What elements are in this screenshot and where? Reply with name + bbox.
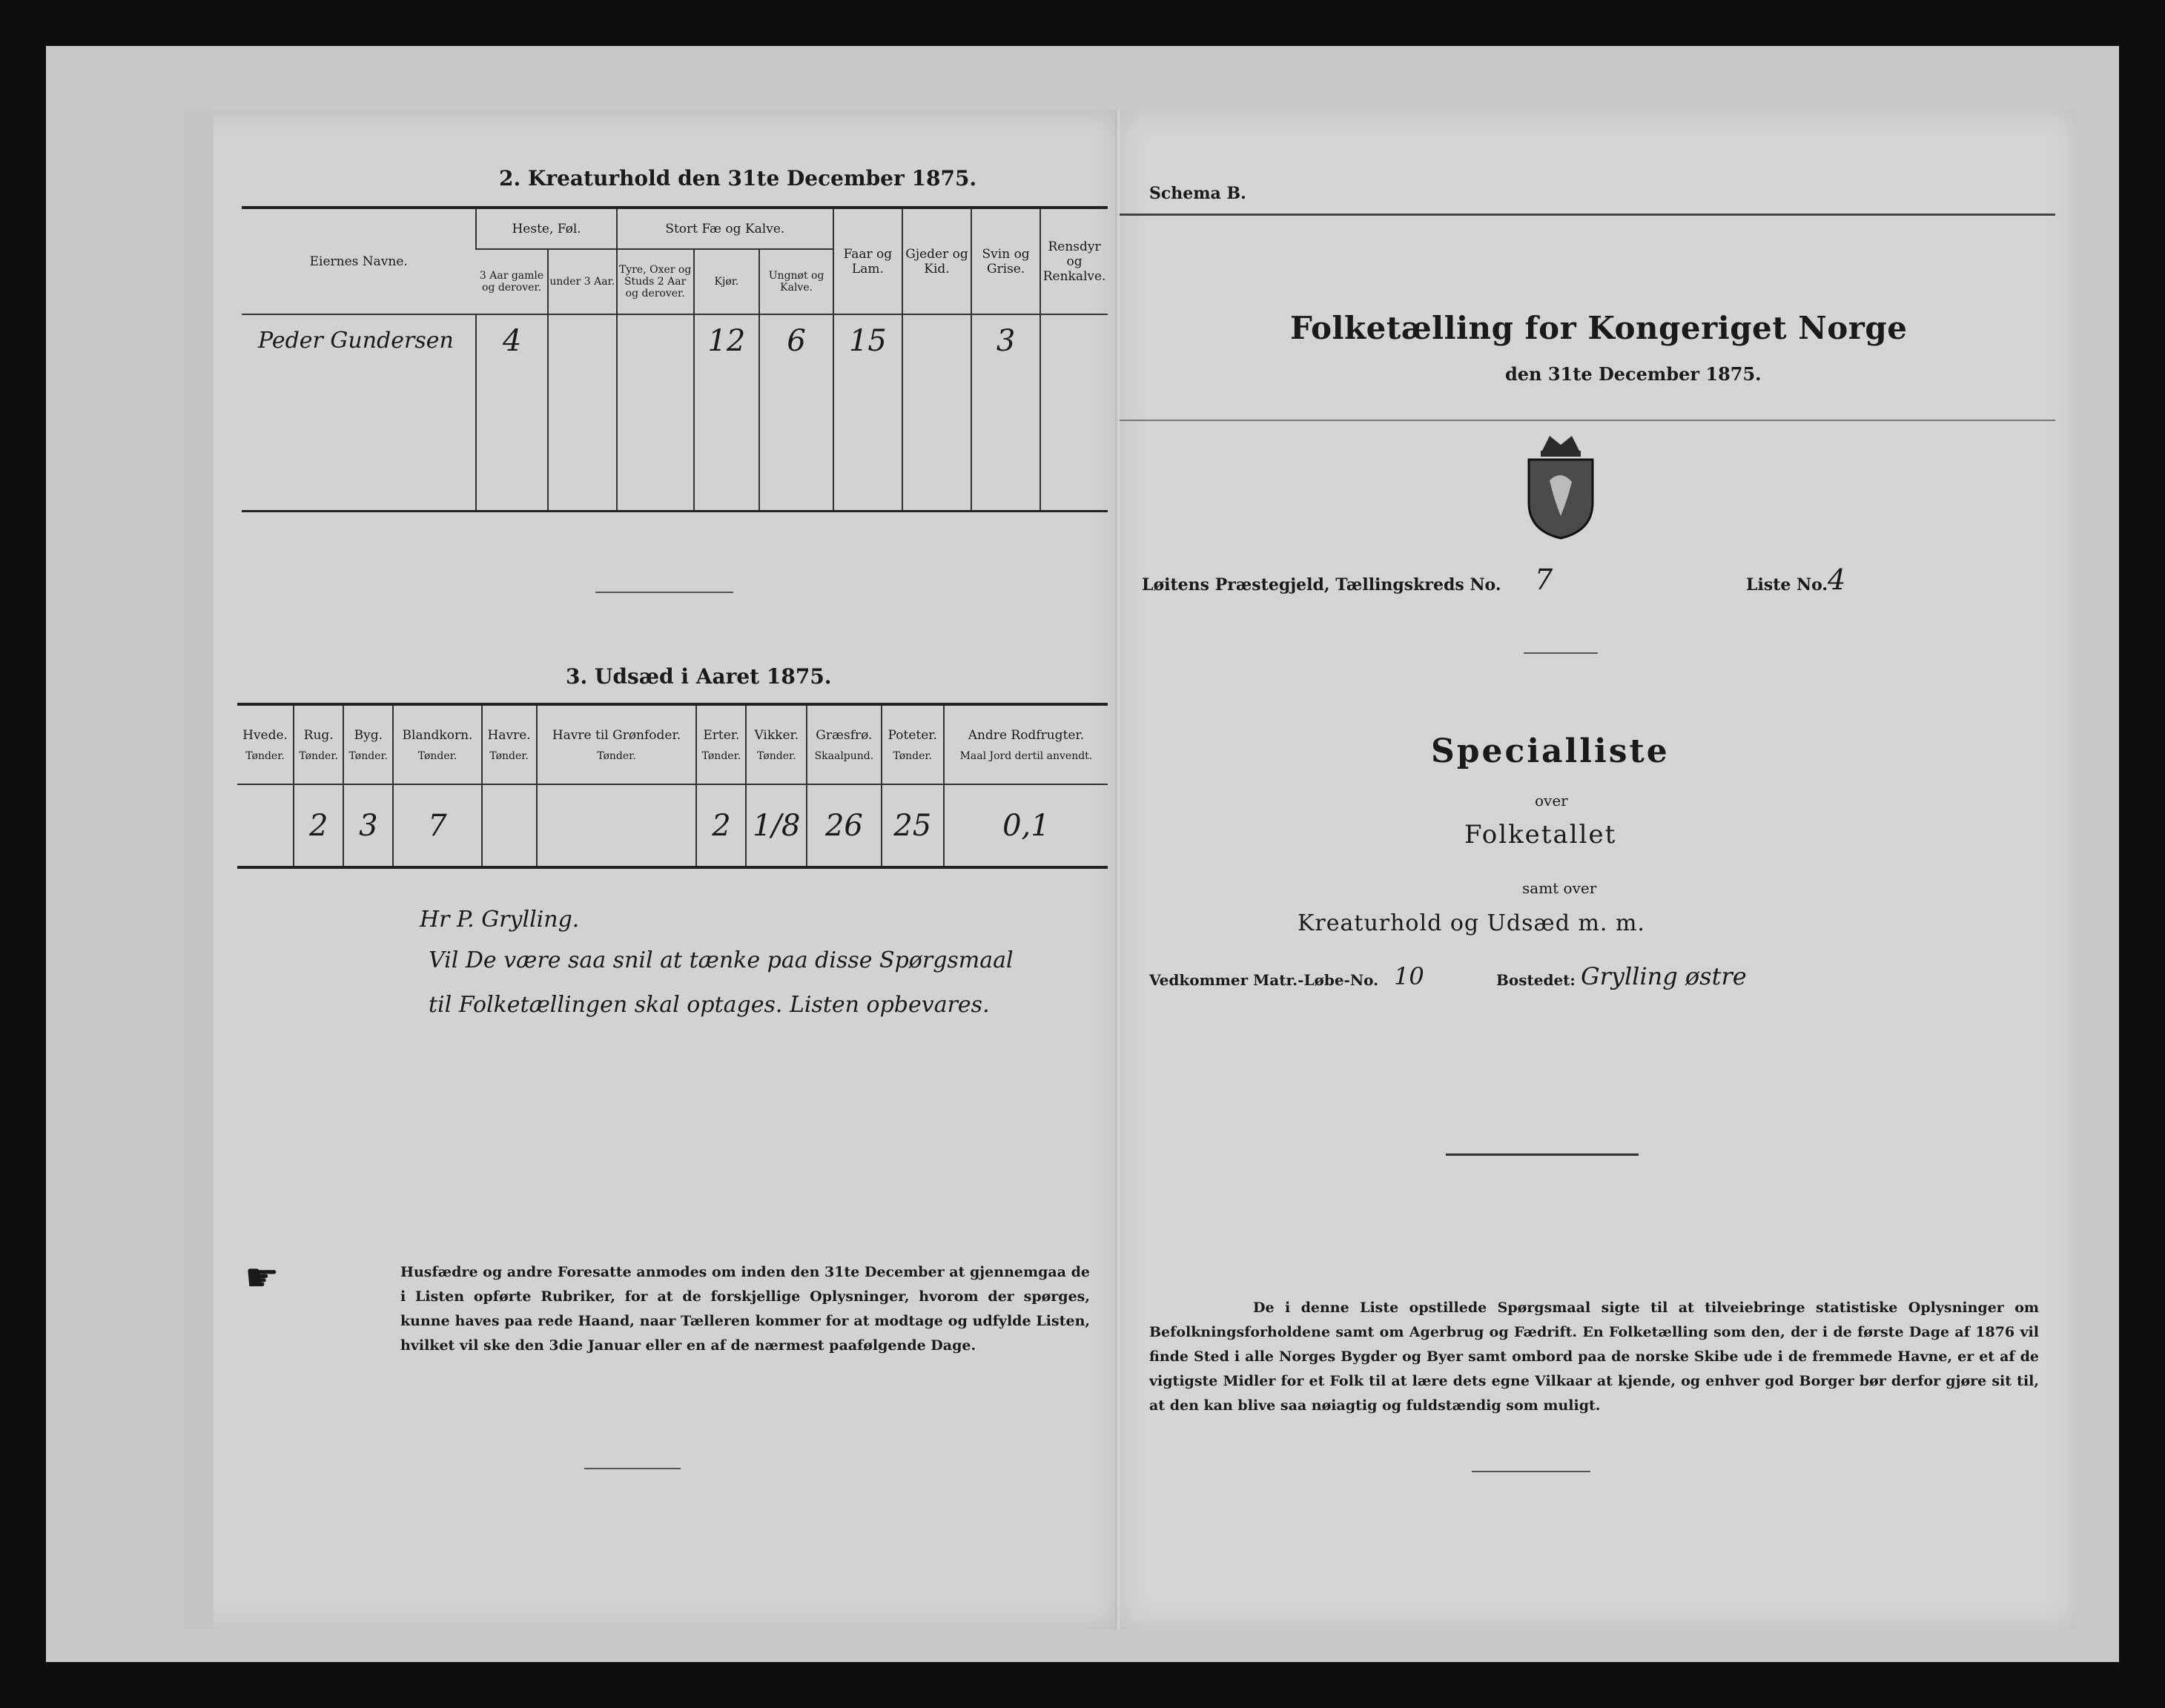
sowing-table: [237, 706, 1108, 866]
sowing-header-10: [944, 706, 1108, 784]
sowing-header-5: [537, 706, 697, 784]
horses-old-value: 4: [476, 314, 547, 366]
pigs-header: Svin og Grise.: [971, 209, 1040, 314]
special-title: Specialliste: [1431, 732, 1670, 770]
sowing-value-3: 7: [393, 784, 481, 866]
sowing-header-8: [807, 706, 881, 784]
sowing-value-0: [237, 784, 294, 866]
footer-rule: [584, 1468, 681, 1469]
sowing-header-4: [482, 706, 537, 784]
sowing-header-unit: Skaalpund.: [814, 749, 874, 762]
cattle-header: Stort Fæ og Kalve.: [617, 209, 833, 249]
census-date: den 31te December 1875.: [1505, 363, 1762, 385]
header-rule-2: [1120, 420, 2055, 421]
section2-title: 2. Kreaturhold den 31te December 1875.: [499, 166, 977, 191]
district-number: 7: [1535, 563, 1553, 596]
kreaturhold-line: Kreaturhold og Udsæd m. m.: [1298, 910, 1645, 936]
census-title: Folketælling for Kongeriget Norge: [1290, 310, 1908, 346]
sowing-header-unit: Tønder.: [701, 749, 741, 762]
sowing-header-name: Hvede.: [242, 727, 288, 743]
table3-bottom-rule: [237, 866, 1108, 869]
sowing-header-2: [343, 706, 393, 784]
bostedet-value: Grylling østre: [1581, 962, 1747, 990]
sowing-value-1: 2: [294, 784, 343, 866]
table2-bottom-rule: [242, 510, 1108, 512]
sowing-header-unit: Tønder.: [348, 749, 389, 762]
handwritten-line-2: Vil De være saa snil at tænke paa disse Spørgsmaal: [429, 947, 1014, 973]
sowing-value-6: 2: [696, 784, 746, 866]
schema-label: Schema B.: [1149, 184, 1246, 203]
parish-label: Løitens Præstegjeld, Tællingskreds No.: [1142, 575, 1501, 595]
sowing-header-unit: Tønder.: [489, 749, 529, 762]
pigs-value: 3: [971, 314, 1040, 366]
cows-value: 12: [694, 314, 760, 366]
sheep-header: Faar og Lam.: [833, 209, 902, 314]
closing-paragraph: De i denne Liste opstillede Spørgsmaal sigte til at tilveiebringe statistiske Oplysninger om Befolkningsforholdene samt om Agerbrug og Fædrift. En Folketælling som den, der i de første Dage af 1876 vil finde Sted i alle Norges Bygder og Byer samt ombord paa de norske Skibe ude i de fremmede Havne, er et af de vigtigste Midler for et Folk til at lære dets egne Vilkaar at kjende, og enhver god Borger bør derfor gjøre sit til, at den kan blive saa nøiagtig og fuldstændig som muligt.: [1149, 1300, 2039, 1414]
list-label: Liste No.: [1746, 575, 1828, 595]
matr-number: 10: [1394, 962, 1424, 990]
section3-title: 3. Udsæd i Aaret 1875.: [566, 664, 832, 689]
sowing-header-7: [746, 706, 807, 784]
sowing-header-unit: Tønder.: [417, 749, 457, 762]
sowing-header-unit: Tønder.: [893, 749, 932, 762]
sowing-value-9: 25: [882, 784, 944, 866]
sowing-header-3: [393, 706, 481, 784]
sowing-header-unit: Tønder.: [245, 749, 285, 762]
notice-text: Husfædre og andre Foresatte anmodes om inden den 31te December at gjennemgaa de i Listen opførte Rubriker, for at de forskjellige Oplysninger, hvorom der spørges, kunne haves paa rede Haand, naar Tælleren kommer for at modtage og udfylde Listen, hvilket vil ske den 3die Januar eller en af de nærmest paafølgende Dage.: [400, 1264, 1090, 1354]
rule-1: [1524, 652, 1598, 654]
oxen-header: Tyre, Oxer og Studs 2 Aar og derover.: [617, 249, 694, 314]
sowing-header-unit: Tønder.: [597, 749, 636, 762]
cows-header: Kjør.: [694, 249, 760, 314]
livestock-table: [242, 209, 1108, 510]
horses-young-header: under 3 Aar.: [548, 249, 617, 314]
sowing-header-1: [294, 706, 343, 784]
sowing-header-unit: Tønder.: [299, 749, 338, 762]
bostedet-label: Bostedet:: [1496, 971, 1576, 989]
right-page: [1120, 110, 2076, 1629]
sowing-header-0: [237, 706, 294, 784]
sowing-header-name: Græsfrø.: [816, 727, 873, 743]
sowing-value-4: [482, 784, 537, 866]
handwritten-line-1: Hr P. Grylling.: [420, 907, 580, 933]
samt-over: samt over: [1522, 879, 1597, 897]
sowing-header-name: Vikker.: [754, 727, 799, 743]
sowing-header-name: Andre Rodfrugter.: [968, 727, 1085, 743]
header-rule: [1120, 214, 2055, 216]
separator-rule: [595, 592, 733, 593]
horses-header: Heste, Føl.: [476, 209, 616, 249]
left-page: [184, 110, 1120, 1629]
young-cattle-header: Ungnøt og Kalve.: [759, 249, 833, 314]
goats-header: Gjeder og Kid.: [902, 209, 971, 314]
owner-header: Eiernes Navne.: [309, 254, 408, 269]
over-1: over: [1535, 792, 1568, 810]
sowing-header-name: Havre til Grønfoder.: [552, 727, 681, 743]
sowing-header-name: Blandkorn.: [402, 727, 473, 743]
reindeer-header: Rensdyr og Renkalve.: [1040, 209, 1108, 314]
rule-3: [1472, 1471, 1590, 1472]
folketallet: Folketallet: [1464, 820, 1617, 850]
sowing-header-name: Havre.: [487, 727, 531, 743]
sowing-header-9: [882, 706, 944, 784]
sowing-value-5: [537, 784, 697, 866]
horses-old-header: 3 Aar gamle og derover.: [479, 270, 544, 294]
matr-label: Vedkommer Matr.-Løbe-No.: [1149, 971, 1379, 989]
young-cattle-value: 6: [759, 314, 833, 366]
sowing-header-name: Erter.: [703, 727, 740, 743]
rule-2: [1446, 1153, 1639, 1156]
owner-name: Peder Gundersen: [258, 328, 454, 354]
sowing-header-unit: Tønder.: [757, 749, 796, 762]
pointing-hand-icon: ☛: [245, 1256, 280, 1300]
sowing-header-unit: Maal Jord dertil anvendt.: [959, 749, 1093, 762]
sowing-header-6: [696, 706, 746, 784]
coat-of-arms-icon: [1520, 428, 1602, 540]
sheep-value: 15: [833, 314, 902, 366]
sowing-header-name: Byg.: [354, 727, 383, 743]
handwritten-line-3: til Folketællingen skal optages. Listen opbevares.: [429, 992, 990, 1018]
sowing-header-name: Rug.: [303, 727, 334, 743]
sowing-value-2: 3: [343, 784, 393, 866]
binding-strip: [184, 110, 214, 1629]
sowing-header-name: Poteter.: [888, 727, 937, 743]
sowing-value-8: 26: [807, 784, 881, 866]
sowing-value-7: 1/8: [746, 784, 807, 866]
sowing-value-10: 0,1: [944, 784, 1108, 866]
list-number: 4: [1828, 563, 1846, 596]
